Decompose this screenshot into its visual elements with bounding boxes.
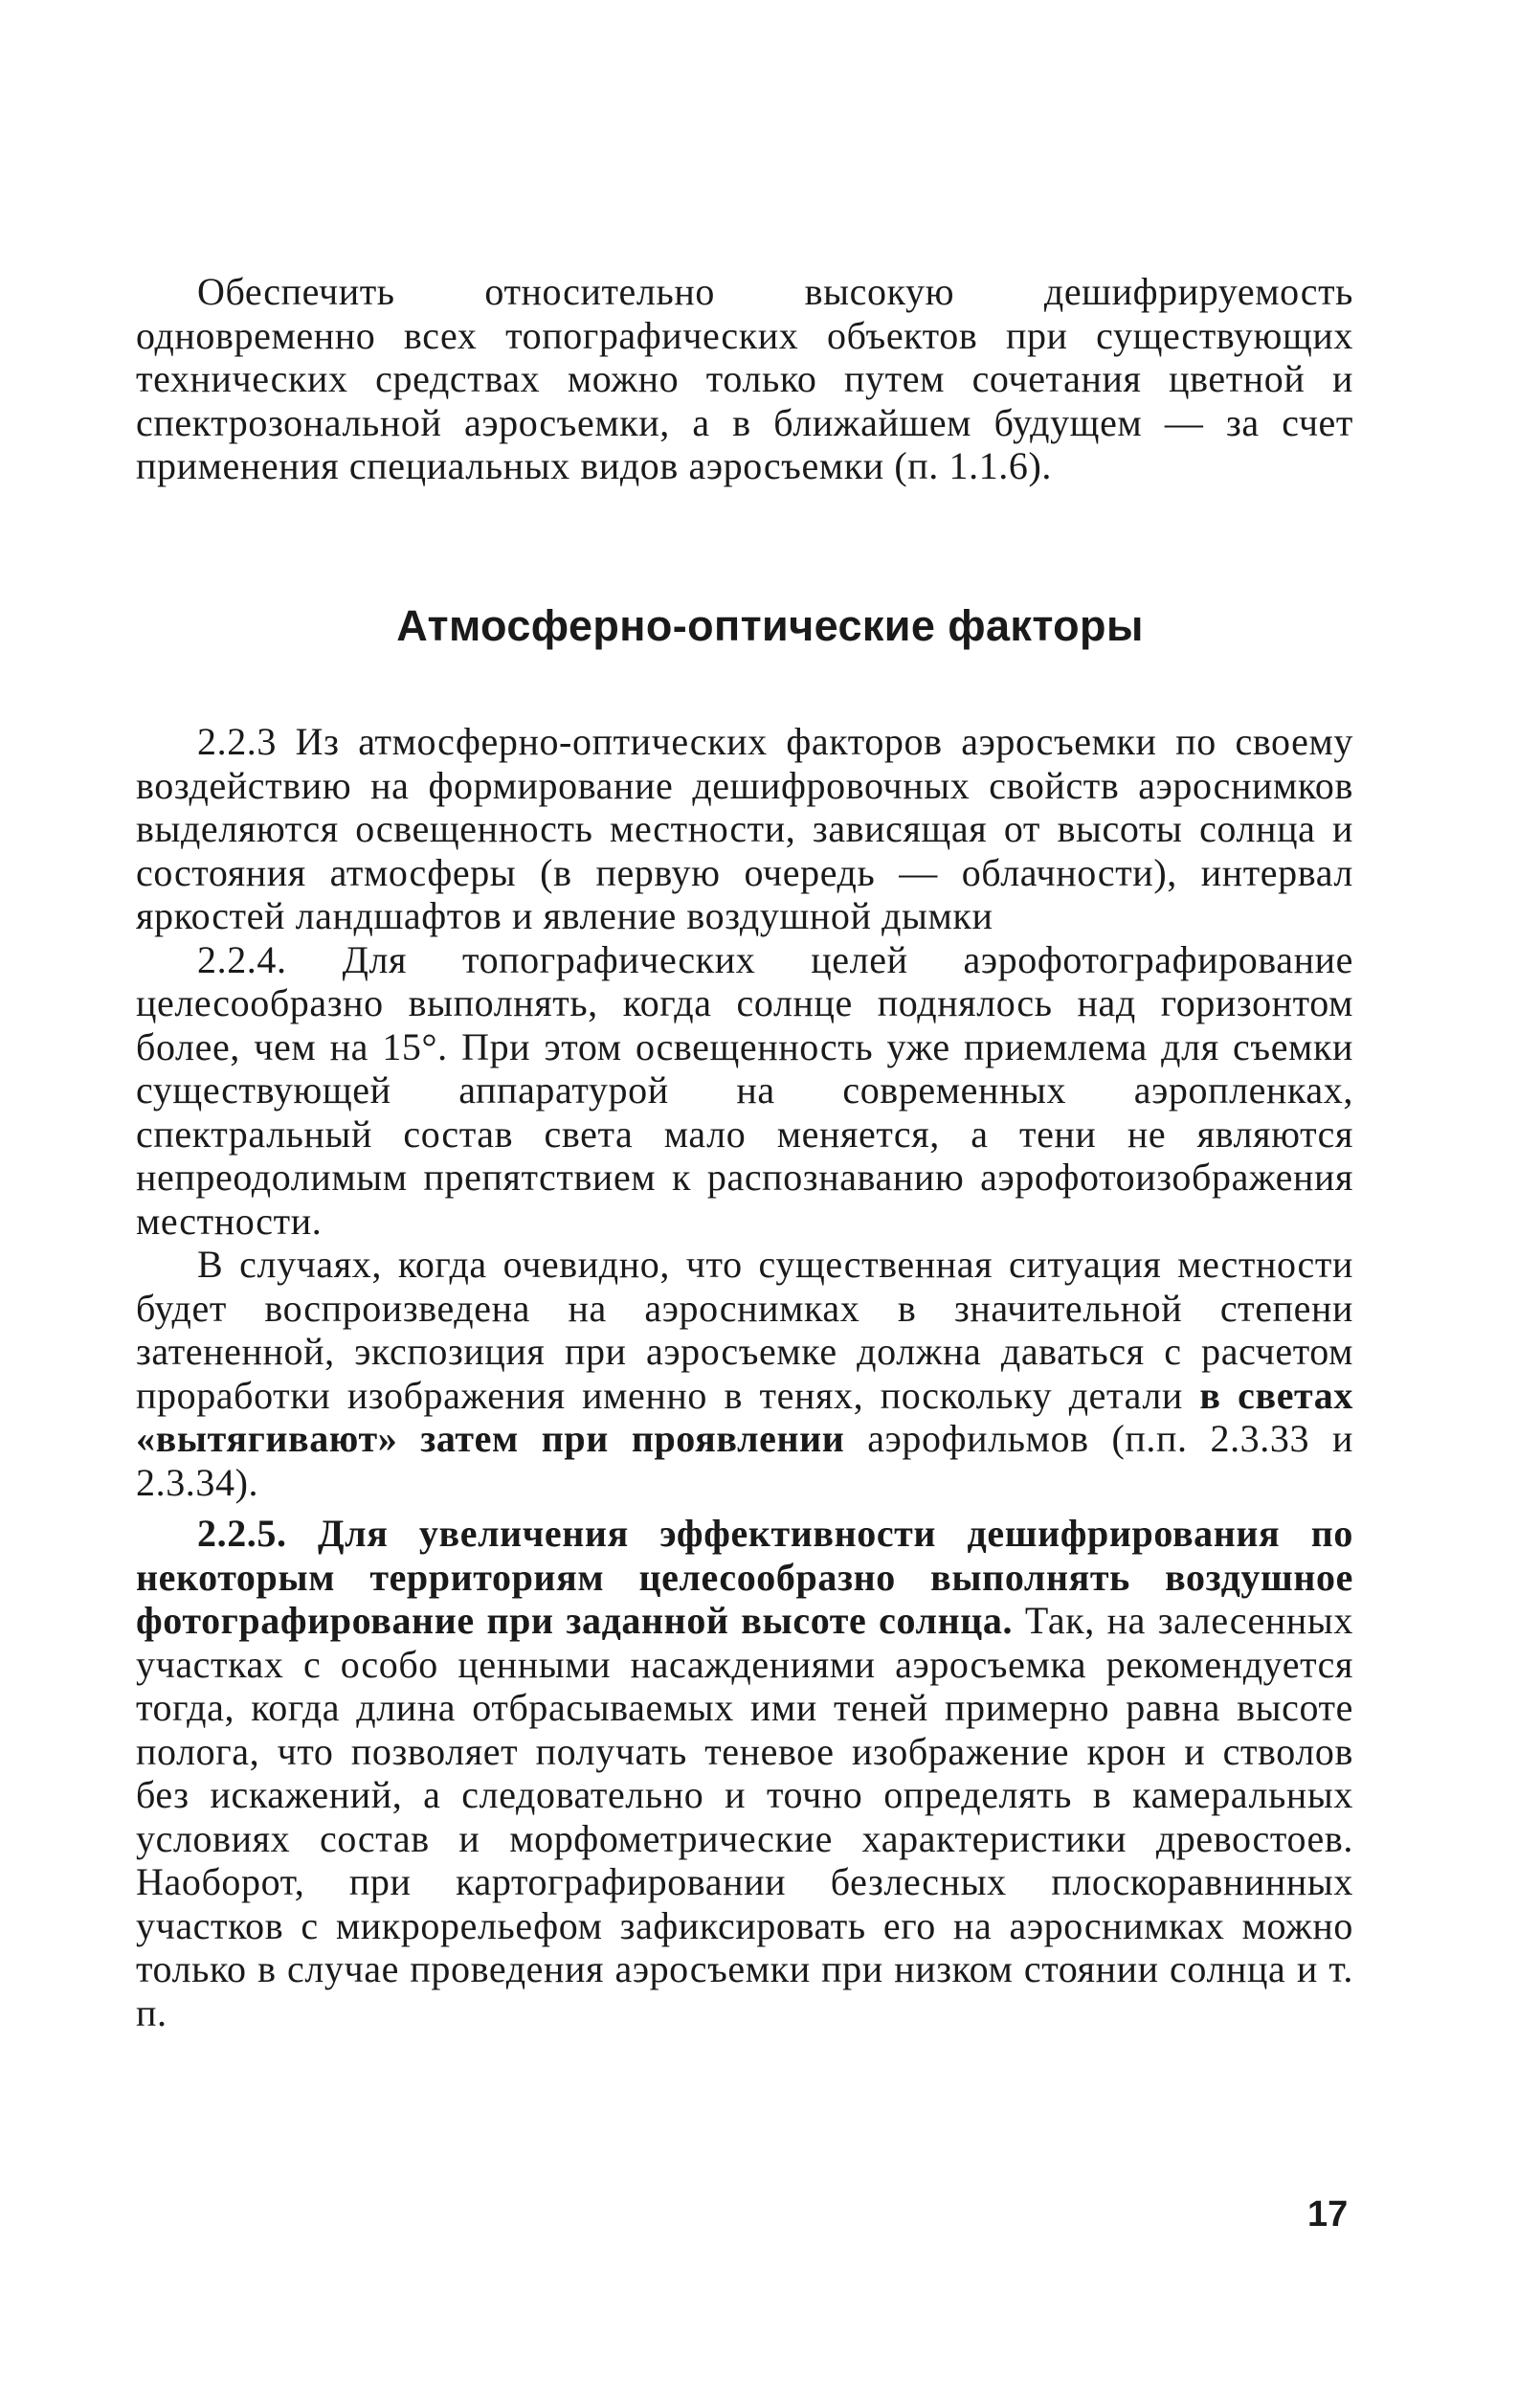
intro-block	[136, 270, 1353, 488]
paragraph-shadows-start: В случаях, когда очевидно, что существенная ситуация местности будет воспроизведена на аэроснимках в значительной степени затененной, экспозиция при аэросъемке должна даваться с расчетом проработки изображения именно в тенях, поскольку детали	[136, 1243, 1353, 1417]
section-heading: Атмосферно-оптические факторы	[396, 601, 1144, 650]
paragraph-shadows-end: аэрофильмов (п.п. 2.3.33 и 2.3.34).	[136, 1417, 1353, 1504]
paragraph-2-2-5-lead: 2.2.5. Для увеличения эффективности дешифрирования по некоторым территориям целесообразно выполнять воздушное фотографирование при заданной высоте солнца.	[136, 1512, 1353, 1642]
paragraph-2-2-5-rest: Так, на залесенных участках с особо ценными насаждениями аэросъемка рекомендуется тогда, когда длина отбрасываемых ими теней примерно равна высоте полога, что позволяет получать теневое изображение крон и стволов без искажений, а следовательно и точно определять в камеральных условиях состав и морфометрические характеристики древостоев. Наоборот, при картографировании безлесных плоскоравнинных участков с микрорельефом зафиксировать его на аэроснимках можно только в случае проведения аэросъемки при низком стоянии солнца и т. п.	[136, 1599, 1353, 2034]
paragraph-2-2-5	[136, 1512, 1353, 2034]
section-body	[136, 720, 1353, 2034]
intro-paragraph: Обеспечить относительно высокую дешифрируемость одновременно всех топографических объектов при существующих технических средствах можно только путем сочетания цветной и спектрозональной аэросъемки, а в ближайшем будущем — за счет применения специальных видов аэросъемки (п. 1.1.6).	[136, 270, 1353, 487]
paragraph-shadows	[136, 1243, 1353, 1504]
paragraph-shadows-bold: в светах «вытягивают» затем при проявлении	[136, 1373, 1353, 1460]
paragraph-2-2-4: 2.2.4. Для топографических целей аэрофотографирование целесообразно выполнять, когда солнце поднялось над горизонтом более, чем на 15°. При этом освещенность уже приемлема для съемки существующей аппаратурой на современных аэропленках, спектральный состав света мало меняется, а тени не являются непреодолимым препятствием к распознаванию аэрофотоизображения местности.	[136, 937, 1353, 1243]
page-number: 17	[1307, 2194, 1349, 2235]
paragraph-2-2-3: 2.2.3 Из атмосферно-оптических факторов аэросъемки по своему воздействию на формирование дешифровочных свойств аэроснимков выделяются освещенность местности, зависящая от высоты солнца и состояния атмосферы (в первую очередь — облачности), интервал яркостей ландшафтов и явление воздушной дымки	[136, 720, 1353, 937]
